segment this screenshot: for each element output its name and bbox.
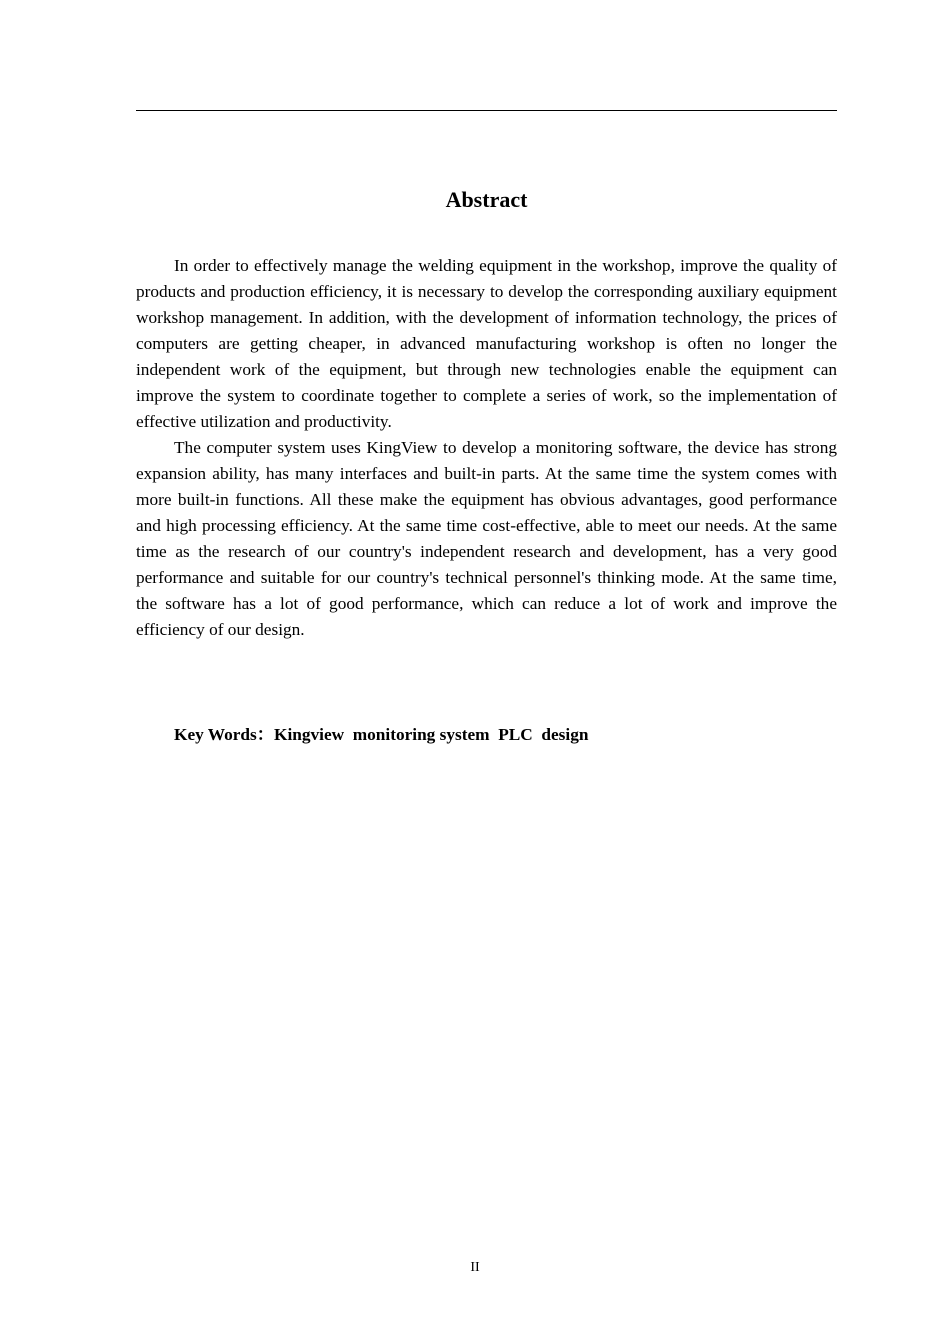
abstract-paragraph-2: The computer system uses KingView to develop a monitoring software, the device has strong expansion ability, has many interfaces and built-in parts. At the same time the system comes with more built-in functions. All these make the equipment has obvious advantages, good performance and high processing efficiency. At the same time cost-effective, able to meet our needs. At the same time as the research of our country's independent research and development, has a very good performance and suitable for our country's technical personnel's thinking mode. At the same time, the software has a lot of good performance, which can reduce a lot of work and improve the efficiency of our design. bbox=[136, 438, 837, 639]
header-rule bbox=[136, 110, 837, 111]
abstract-paragraph-1: In order to effectively manage the welding equipment in the workshop, improve the quality of products and production efficiency, it is necessary to develop the corresponding auxiliary equipment workshop management. In addition, with the development of information technology, the prices of computers are getting cheaper, in advanced manufacturing workshop is often no longer the independent work of the equipment, but through new technologies enable the equipment can improve the system to coordinate together to complete a series of work, so the implementation of effective utilization and productivity. bbox=[136, 256, 837, 431]
keywords-line bbox=[174, 722, 588, 748]
abstract-title: Abstract bbox=[445, 187, 528, 212]
keywords-value: Kingview monitoring system PLC design bbox=[274, 725, 589, 744]
page-number: II bbox=[470, 1260, 480, 1275]
abstract-body bbox=[136, 253, 837, 643]
keywords-label: Key Words： bbox=[174, 725, 275, 744]
